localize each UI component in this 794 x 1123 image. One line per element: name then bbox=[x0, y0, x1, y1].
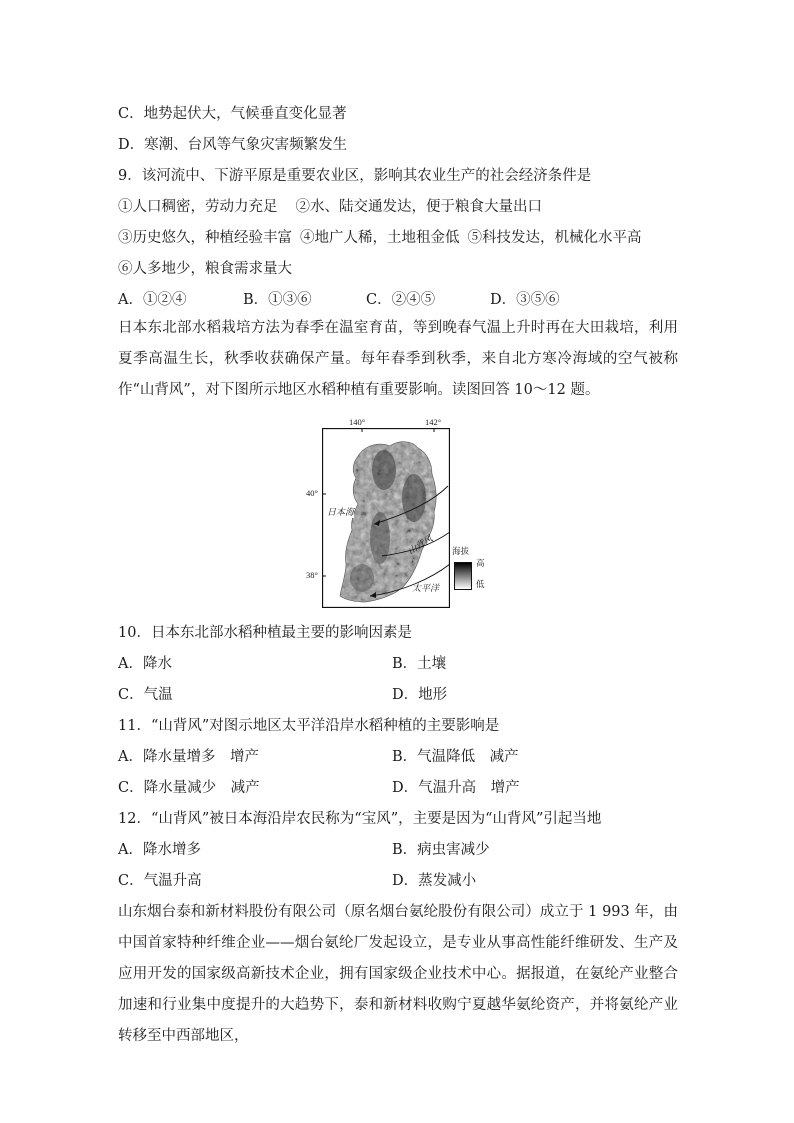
sea-of-japan-label: 日本海 bbox=[327, 505, 354, 518]
pacific-ocean-label: 太平洋 bbox=[412, 584, 440, 594]
q11-stem: 11．“山背风”对图示地区太平洋沿岸水稻种植的主要影响是 bbox=[118, 718, 500, 734]
lat-label-40: 40° bbox=[306, 488, 318, 498]
q8-option-c: C．地势起伏大，气候垂直变化显著 bbox=[118, 106, 347, 122]
q9-option-a: A．①②④ bbox=[118, 292, 187, 308]
q10-option-a: A．降水 bbox=[118, 656, 172, 672]
elevation-legend bbox=[452, 545, 490, 593]
q10-option-c: C．气温 bbox=[118, 687, 173, 703]
q9-option-c: C．②④⑤ bbox=[366, 292, 436, 308]
q9-option-d: D．③⑤⑥ bbox=[490, 292, 560, 308]
intro-paragraph-10-12: 日本东北部水稻栽培方法为春季在温室育苗，等到晚春气温上升时再在大田栽培，利用夏季高温生长，秋季收获确保产量。每年春季到秋季，来自北方寒冷海域的空气被称作“山背风”，对下图所示地区水稻种植有重要影响。读图回答 10～12 题。 bbox=[118, 320, 678, 398]
q12-option-b: B．病虫害减少 bbox=[392, 842, 490, 858]
q8-option-d: D．寒潮、台风等气象灾害频繁发生 bbox=[118, 137, 348, 153]
q10-option-b: B．土壤 bbox=[392, 656, 447, 672]
yamase-wind-label: 山背风 bbox=[406, 534, 435, 558]
lat-label-38: 38° bbox=[306, 570, 318, 580]
q9-cond-5: ⑤科技发达，机械化水平高 bbox=[467, 230, 642, 246]
lon-label-142: 142° bbox=[425, 417, 442, 427]
lon-label-140: 140° bbox=[349, 417, 366, 427]
q9-cond-4: ④地广人稀，土地租金低 bbox=[300, 230, 460, 246]
legend-gradient-bar bbox=[454, 562, 472, 590]
q9-cond-3: ③历史悠久，种植经验丰富 bbox=[118, 230, 292, 246]
q9-conditions-line1 bbox=[118, 197, 542, 217]
legend-title: 海拔 bbox=[452, 547, 470, 557]
q10-option-d: D．地形 bbox=[392, 687, 448, 703]
q11-option-c: C．降水量减少 减产 bbox=[118, 780, 260, 796]
q12-option-d: D．蒸发减小 bbox=[392, 873, 477, 889]
q9-option-b: B．①③⑥ bbox=[243, 292, 312, 308]
q11-option-a: A．降水量增多 增产 bbox=[118, 749, 259, 765]
q9-cond-1: ①人口稠密，劳动力充足 bbox=[118, 199, 278, 215]
q9-stem: 9．该河流中、下游平原是重要农业区，影响其农业生产的社会经济条件是 bbox=[118, 168, 592, 184]
q11-option-d: D．气温升高 增产 bbox=[392, 780, 520, 796]
q10-stem: 10．日本东北部水稻种植最主要的影响因素是 bbox=[118, 625, 412, 641]
q9-cond-6: ⑥人多地少，粮食需求量大 bbox=[118, 261, 292, 277]
legend-high: 高 bbox=[476, 559, 485, 569]
q9-cond-2: ②水、陆交通发达，便于粮食大量出口 bbox=[295, 199, 542, 215]
intro-paragraph-tayho: 山东烟台泰和新材料股份有限公司（原名烟台氨纶股份有限公司）成立于 1 993 年，由中国首家特种纤维企业——烟台氨纶厂发起设立，是专业从事高性能纤维研发、生产及应用开发的国家级高新技术企业，拥有国家级企业技术中心。据报道，在氨纶产业整合加速和行业集中度提升的大趋势下，泰和新材料收购宁夏越华氨纶资产，并将氨纶产业转移至中西部地区， bbox=[118, 904, 678, 1044]
q12-option-c: C．气温升高 bbox=[118, 873, 202, 889]
q12-stem: 12．“山背风”被日本海沿岸农民称为“宝风”，主要是因为“山背风”引起当地 bbox=[118, 811, 602, 827]
legend-low: 低 bbox=[476, 580, 485, 590]
q12-option-a: A．降水增多 bbox=[118, 842, 201, 858]
q11-option-b: B．气温降低 减产 bbox=[392, 749, 519, 765]
q9-conditions-line2 bbox=[118, 228, 642, 248]
